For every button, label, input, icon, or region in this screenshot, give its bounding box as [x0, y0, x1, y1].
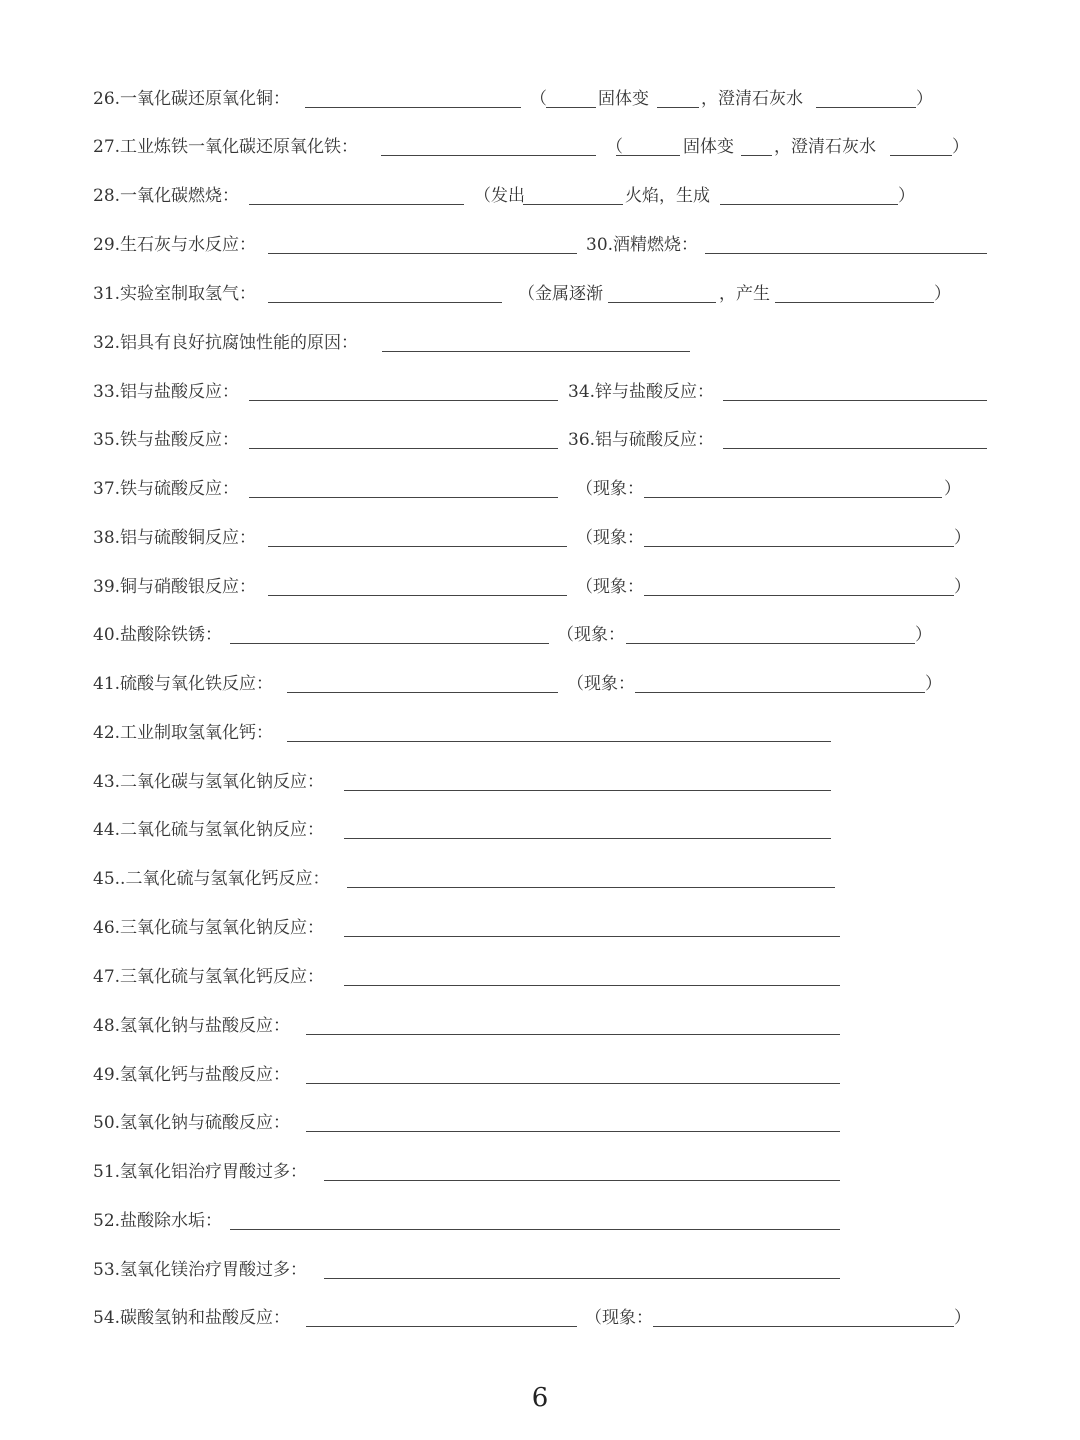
answer-blank[interactable]	[287, 680, 558, 693]
question-45	[0, 864, 1080, 894]
question-label: 46.三氧化硫与氢氧化钠反应：	[93, 918, 325, 938]
question-51	[0, 1157, 1080, 1187]
question-50	[0, 1108, 1080, 1138]
question-label: 42.工业制取氢氧化钙：	[93, 723, 274, 743]
question-label: 27.工业炼铁一氧化碳还原氧化铁：	[93, 137, 359, 157]
question-text: （发出	[474, 186, 525, 206]
question-text: ）	[952, 137, 969, 157]
answer-blank[interactable]	[546, 95, 596, 108]
question-label: 50.氢氧化钠与硫酸反应：	[93, 1113, 291, 1133]
question-44	[0, 815, 1080, 845]
question-label: 33.铝与盐酸反应：	[93, 382, 240, 402]
answer-blank[interactable]	[626, 631, 915, 644]
question-text: ）	[916, 89, 933, 109]
answer-blank[interactable]	[723, 436, 987, 449]
answer-blank[interactable]	[287, 729, 831, 742]
question-label: 28.一氧化碳燃烧：	[93, 186, 240, 206]
question-27	[0, 132, 1080, 162]
question-label: 44.二氧化硫与氢氧化钠反应：	[93, 820, 325, 840]
question-text: 30.酒精燃烧：	[586, 235, 699, 255]
question-label: 53.氢氧化镁治疗胃酸过多：	[93, 1260, 308, 1280]
question-label: 45..二氧化硫与氢氧化钙反应：	[93, 869, 330, 889]
answer-blank[interactable]	[305, 95, 521, 108]
question-label: 37.铁与硫酸反应：	[93, 479, 240, 499]
question-text: ，澄清石灰水	[774, 137, 876, 157]
answer-blank[interactable]	[705, 241, 987, 254]
answer-blank[interactable]	[382, 339, 690, 352]
question-49	[0, 1060, 1080, 1090]
answer-blank[interactable]	[381, 143, 596, 156]
question-text: （现象：	[585, 1308, 653, 1328]
question-47	[0, 962, 1080, 992]
answer-blank[interactable]	[608, 290, 716, 303]
answer-blank[interactable]	[324, 1266, 840, 1279]
question-37	[0, 474, 1080, 504]
question-46	[0, 913, 1080, 943]
answer-blank[interactable]	[306, 1119, 840, 1132]
question-33	[0, 377, 1080, 407]
question-label: 54.碳酸氢钠和盐酸反应：	[93, 1308, 291, 1328]
answer-blank[interactable]	[657, 95, 699, 108]
answer-blank[interactable]	[230, 631, 549, 644]
question-label: 47.三氧化硫与氢氧化钙反应：	[93, 967, 325, 987]
question-text: （	[530, 89, 547, 109]
question-label: 51.氢氧化铝治疗胃酸过多：	[93, 1162, 308, 1182]
answer-blank[interactable]	[324, 1168, 840, 1181]
answer-blank[interactable]	[723, 388, 987, 401]
answer-blank[interactable]	[720, 192, 898, 205]
question-29	[0, 230, 1080, 260]
question-text: ）	[944, 479, 961, 499]
answer-blank[interactable]	[268, 290, 502, 303]
question-label: 32.铝具有良好抗腐蚀性能的原因：	[93, 333, 359, 353]
answer-blank[interactable]	[344, 924, 840, 937]
question-text: ，澄清石灰水	[701, 89, 803, 109]
answer-blank[interactable]	[268, 583, 567, 596]
question-label: 48.氢氧化钠与盐酸反应：	[93, 1016, 291, 1036]
answer-blank[interactable]	[644, 583, 954, 596]
question-text: （现象：	[557, 625, 625, 645]
question-48	[0, 1011, 1080, 1041]
answer-blank[interactable]	[344, 826, 831, 839]
answer-blank[interactable]	[306, 1071, 840, 1084]
question-text: 36.铝与硫酸反应：	[568, 430, 715, 450]
answer-blank[interactable]	[890, 143, 952, 156]
question-26	[0, 84, 1080, 114]
question-38	[0, 523, 1080, 553]
question-label: 43.二氧化碳与氢氧化钠反应：	[93, 772, 325, 792]
answer-blank[interactable]	[249, 436, 558, 449]
question-label: 40.盐酸除铁锈：	[93, 625, 223, 645]
question-text: ）	[925, 674, 942, 694]
question-label: 39.铜与硝酸银反应：	[93, 577, 257, 597]
question-32	[0, 328, 1080, 358]
question-40	[0, 620, 1080, 650]
question-label: 41.硫酸与氧化铁反应：	[93, 674, 274, 694]
answer-blank[interactable]	[268, 241, 577, 254]
answer-blank[interactable]	[249, 388, 558, 401]
answer-blank[interactable]	[644, 534, 954, 547]
question-text: （现象：	[576, 479, 644, 499]
answer-blank[interactable]	[306, 1314, 577, 1327]
question-54	[0, 1303, 1080, 1333]
answer-blank[interactable]	[230, 1217, 840, 1230]
page-number: 6	[531, 1383, 549, 1413]
answer-blank[interactable]	[644, 485, 942, 498]
question-text: ）	[898, 186, 915, 206]
question-label: 31.实验室制取氢气：	[93, 284, 257, 304]
question-text: （金属逐渐	[518, 284, 603, 304]
question-42	[0, 718, 1080, 748]
question-label: 52.盐酸除水垢：	[93, 1211, 223, 1231]
question-label: 26.一氧化碳还原氧化铜：	[93, 89, 291, 109]
question-label: 38.铝与硫酸铜反应：	[93, 528, 257, 548]
question-text: ，产生	[719, 284, 770, 304]
answer-blank[interactable]	[344, 973, 840, 986]
question-label: 29.生石灰与水反应：	[93, 235, 257, 255]
answer-blank[interactable]	[268, 534, 567, 547]
question-text: ）	[954, 1308, 971, 1328]
question-39	[0, 572, 1080, 602]
question-text: 固体变	[683, 137, 734, 157]
answer-blank[interactable]	[816, 95, 916, 108]
question-text: （现象：	[567, 674, 635, 694]
question-41	[0, 669, 1080, 699]
question-text: 火焰，生成	[625, 186, 710, 206]
question-label: 49.氢氧化钙与盐酸反应：	[93, 1065, 291, 1085]
question-text: （	[606, 137, 623, 157]
question-35	[0, 425, 1080, 455]
answer-blank[interactable]	[306, 1022, 840, 1035]
answer-blank[interactable]	[249, 192, 464, 205]
question-text: （现象：	[576, 528, 644, 548]
answer-blank[interactable]	[775, 290, 934, 303]
answer-blank[interactable]	[249, 485, 558, 498]
question-text: ）	[934, 284, 951, 304]
question-text: 固体变	[598, 89, 649, 109]
question-43	[0, 767, 1080, 797]
question-28	[0, 181, 1080, 211]
question-text: ）	[954, 577, 971, 597]
question-52	[0, 1206, 1080, 1236]
question-text: ）	[915, 625, 932, 645]
answer-blank[interactable]	[616, 143, 680, 156]
answer-blank[interactable]	[741, 143, 772, 156]
answer-blank[interactable]	[653, 1314, 954, 1327]
question-text: 34.锌与盐酸反应：	[568, 382, 715, 402]
answer-blank[interactable]	[344, 778, 831, 791]
question-text: （现象：	[576, 577, 644, 597]
answer-blank[interactable]	[523, 192, 623, 205]
question-53	[0, 1255, 1080, 1285]
answer-blank[interactable]	[347, 875, 835, 888]
answer-blank[interactable]	[635, 680, 925, 693]
question-label: 35.铁与盐酸反应：	[93, 430, 240, 450]
question-31	[0, 279, 1080, 309]
question-text: ）	[954, 528, 971, 548]
